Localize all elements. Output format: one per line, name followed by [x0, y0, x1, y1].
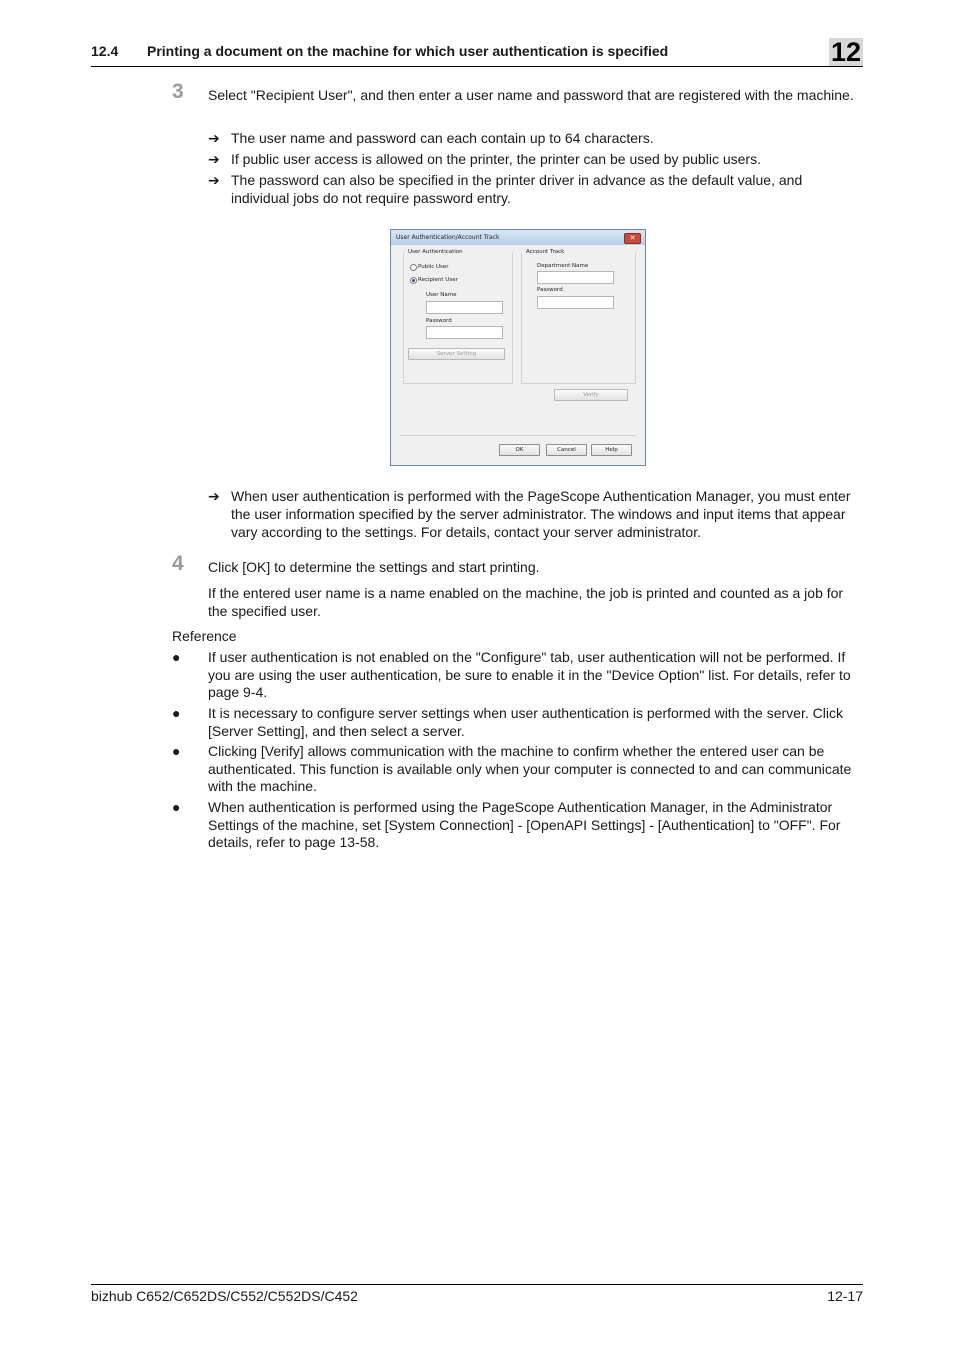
- help-button[interactable]: Help: [591, 444, 632, 456]
- footer-page-number: 12-17: [827, 1288, 863, 1304]
- public-user-radio[interactable]: [410, 264, 417, 271]
- account-track-group-label: Account Track: [526, 249, 565, 255]
- dialog-title-bar: [391, 230, 645, 245]
- dialog-title: User Authentication/Account Track: [396, 234, 500, 241]
- arrow-icon: ➔: [208, 488, 220, 504]
- bullet-icon: ●: [172, 705, 181, 721]
- section-number: 12.4: [91, 43, 119, 59]
- account-password-label: Password: [537, 287, 563, 293]
- step3-text: Select "Recipient User", and then enter a user name and password that are registered with the machine.: [208, 87, 854, 103]
- password-input[interactable]: [426, 326, 503, 339]
- dialog-separator: [400, 435, 636, 436]
- section-title: Printing a document on the machine for which user authentication is specified: [147, 43, 669, 59]
- step-number-4: 4: [172, 552, 184, 575]
- step-number-3: 3: [172, 80, 184, 103]
- arrow-icon: ➔: [208, 151, 220, 167]
- reference-item-2: ● It is necessary to configure server settings when user authentication is performed with the server. Click [Server Setting], and then select a server.: [172, 705, 843, 739]
- step3-after-note: ➔ When user authentication is performed with the PageScope Authentication Manager, you must enter the user information specified by the server administrator. The windows and input items that appear vary according to the settings. For details, contact your server administrator.: [208, 488, 851, 540]
- user-authentication-group: [403, 252, 513, 384]
- reference-label: Reference: [172, 628, 237, 644]
- user-name-input[interactable]: [426, 301, 503, 314]
- close-icon[interactable]: ✕: [624, 233, 641, 244]
- user-name-label: User Name: [426, 292, 457, 298]
- server-setting-button[interactable]: Server Setting: [408, 348, 505, 360]
- chapter-badge: 12: [830, 37, 862, 67]
- step4-text: Click [OK] to determine the settings and start printing.: [208, 559, 540, 575]
- reference-item-3: ● Clicking [Verify] allows communication with the machine to confirm whether the entered user can be authenticated. This function is available only when your computer is connected to and can communicate with the machine.: [172, 743, 852, 795]
- ok-button[interactable]: OK: [499, 444, 540, 456]
- user-authentication-group-label: User Authentication: [408, 249, 463, 255]
- verify-button[interactable]: Verify: [554, 389, 628, 401]
- user-authentication-dialog: [390, 229, 646, 466]
- cancel-button[interactable]: Cancel: [546, 444, 587, 456]
- arrow-icon: ➔: [208, 130, 220, 146]
- bullet-icon: ●: [172, 649, 181, 665]
- step3-note-2: ➔ If public user access is allowed on the printer, the printer can be used by public users.: [208, 151, 761, 167]
- public-user-label: Public User: [418, 264, 449, 270]
- step3-note-3: ➔ The password can also be specified in the printer driver in advance as the default value, and individual jobs do not require password entry.: [208, 172, 803, 206]
- page-header: [91, 37, 863, 67]
- bullet-icon: ●: [172, 799, 181, 815]
- account-password-input[interactable]: [537, 296, 614, 309]
- password-label: Password: [426, 318, 452, 324]
- bullet-icon: ●: [172, 743, 181, 759]
- department-name-label: Department Name: [537, 263, 589, 269]
- recipient-user-radio[interactable]: [410, 277, 417, 284]
- reference-item-4: ● When authentication is performed using the PageScope Authentication Manager, in the Administrator Settings of the machine, set [System Connection] - [OpenAPI Settings] - [Authentication] to "OFF". For details, refer to page 13-58.: [172, 799, 841, 851]
- page-footer: [91, 1284, 863, 1304]
- step4-subtext: If the entered user name is a name enabled on the machine, the job is printed and counted as a job for the specified user.: [208, 585, 844, 619]
- recipient-user-label: Recipient User: [418, 277, 458, 283]
- department-name-input[interactable]: [537, 271, 614, 284]
- step3-note-1: ➔ The user name and password can each contain up to 64 characters.: [208, 130, 654, 146]
- reference-item-1: ● If user authentication is not enabled on the "Configure" tab, user authentication will not be performed. If you are using the user authentication, be sure to enable it in the "Device Option" list. For details, refer to page 9-4.: [172, 649, 851, 701]
- footer-model: bizhub C652/C652DS/C552/C552DS/C452: [91, 1288, 358, 1304]
- arrow-icon: ➔: [208, 172, 220, 188]
